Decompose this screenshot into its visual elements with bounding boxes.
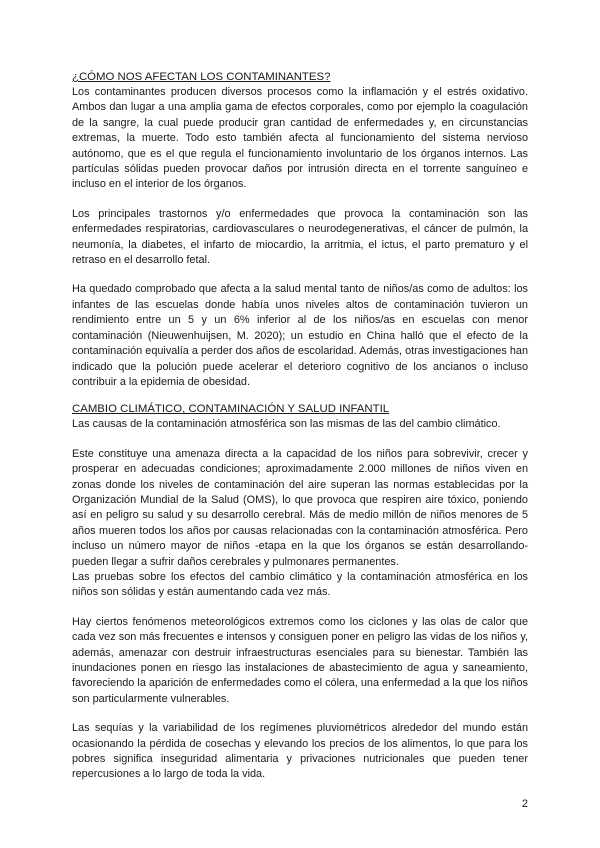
paragraph-extreme-weather: Hay ciertos fenómenos meteorológicos extremos como los ciclones y las olas de calor que cada vez son más frecuentes e intensos y consiguen poner en peligro las vidas de los niños y, además, amenazar con destruir infraestructuras esenciales para su bienestar. También las inundaciones ponen en riesgo las instalaciones de abastecimiento de agua y saneamiento, favoreciendo la aparición de enfermedades como el cólera, una enfermedad a la que los niños son particularmente vulnerables. bbox=[72, 615, 528, 705]
paragraph-main-disorders: Los principales trastornos y/o enfermedades que provoca la contaminación son las enfermedades respiratorias, cardiovasculares o neurodegenerativas, el cáncer de pulmón, la neumonía, la diabetes, el infarto de miocardio, la arritmia, el ictus, el parto prematuro y el retraso en el desarrollo fetal. bbox=[72, 207, 528, 267]
paragraph-droughts: Las sequías y la variabilidad de los regímenes pluviométricos alrededor del mundo están ocasionando la pérdida de cosechas y elevando los precios de los alimentos, lo que para los pobres significa inseguridad alimentaria y privaciones nutricionales que pueden tener repercusiones a lo largo de toda la vida. bbox=[72, 722, 528, 781]
paragraph-evidence: Las pruebas sobre los efectos del cambio climático y la contaminación atmosférica en los niños son sólidas y están aumentando cada vez más. bbox=[72, 570, 528, 599]
paragraph-direct-threat: Este constituye una amenaza directa a la capacidad de los niños para sobrevivir, crecer y prosperar en adecuadas condiciones; aproximadamente 2.000 millones de niños viven en zonas donde los niveles de contaminación del aire superan las normas establecidas por la Organización Mundial de la Salud (OMS), lo que provoca que respiren aire tóxico, poniendo así en peligro su salud y su desarrollo cerebral. Más de medio millón de niños menores de 5 años mueren todos los años por causas relacionadas con la contaminación atmosférica. Pero incluso un número mayor de niños -etapa en la que los órganos se están desarrollando- pueden llegar a sufrir daños cerebrales y pulmonares permanentes. bbox=[72, 447, 528, 568]
section-heading-pollutants: ¿CÓMO NOS AFECTAN LOS CONTAMINANTES? bbox=[72, 71, 331, 83]
section-heading-climate-change: CAMBIO CLIMÁTICO, CONTAMINACIÓN Y SALUD INFANTIL bbox=[72, 403, 390, 416]
paragraph-causes: Las causas de la contaminación atmosférica son las mismas de las del cambio climático. bbox=[72, 418, 501, 431]
page-number: 2 bbox=[521, 798, 528, 810]
paragraph-pollutant-processes: Los contaminantes producen diversos procesos como la inflamación y el estrés oxidativo. Ambos dan lugar a una amplia gama de efectos corporales, como por ejemplo la coagulación de la sangre, la cual puede producir gran cantidad de enfermedades y, en circunstancias extremas, la muerte. Todo esto también afecta al funcionamiento del sistema nervioso autónomo, que es el que regula el funcionamiento involuntario de los órganos internos. Las partículas sólidas pueden provocar daños por intrusión directa en el torrente sanguíneo e incluso en el interior de los órganos. bbox=[72, 86, 528, 191]
paragraph-mental-health: Ha quedado comprobado que afecta a la salud mental tanto de niños/as como de adultos: los infantes de las escuelas donde había unos niveles altos de contaminación tuvieron un rendimiento entre un 5 y un 6% inferior al de los niños/as en escuelas con menor contaminación (Nieuwenhuijsen, M. 2020); un estudio en China halló que el efecto de la contaminación equivalía a perder dos años de escolaridad. Además, otras investigaciones han indicado que la polución puede acelerar el deterioro cognitivo de los ancianos o incluso contribuir a la epidemia de obesidad. bbox=[72, 283, 528, 388]
document-page bbox=[72, 70, 528, 783]
